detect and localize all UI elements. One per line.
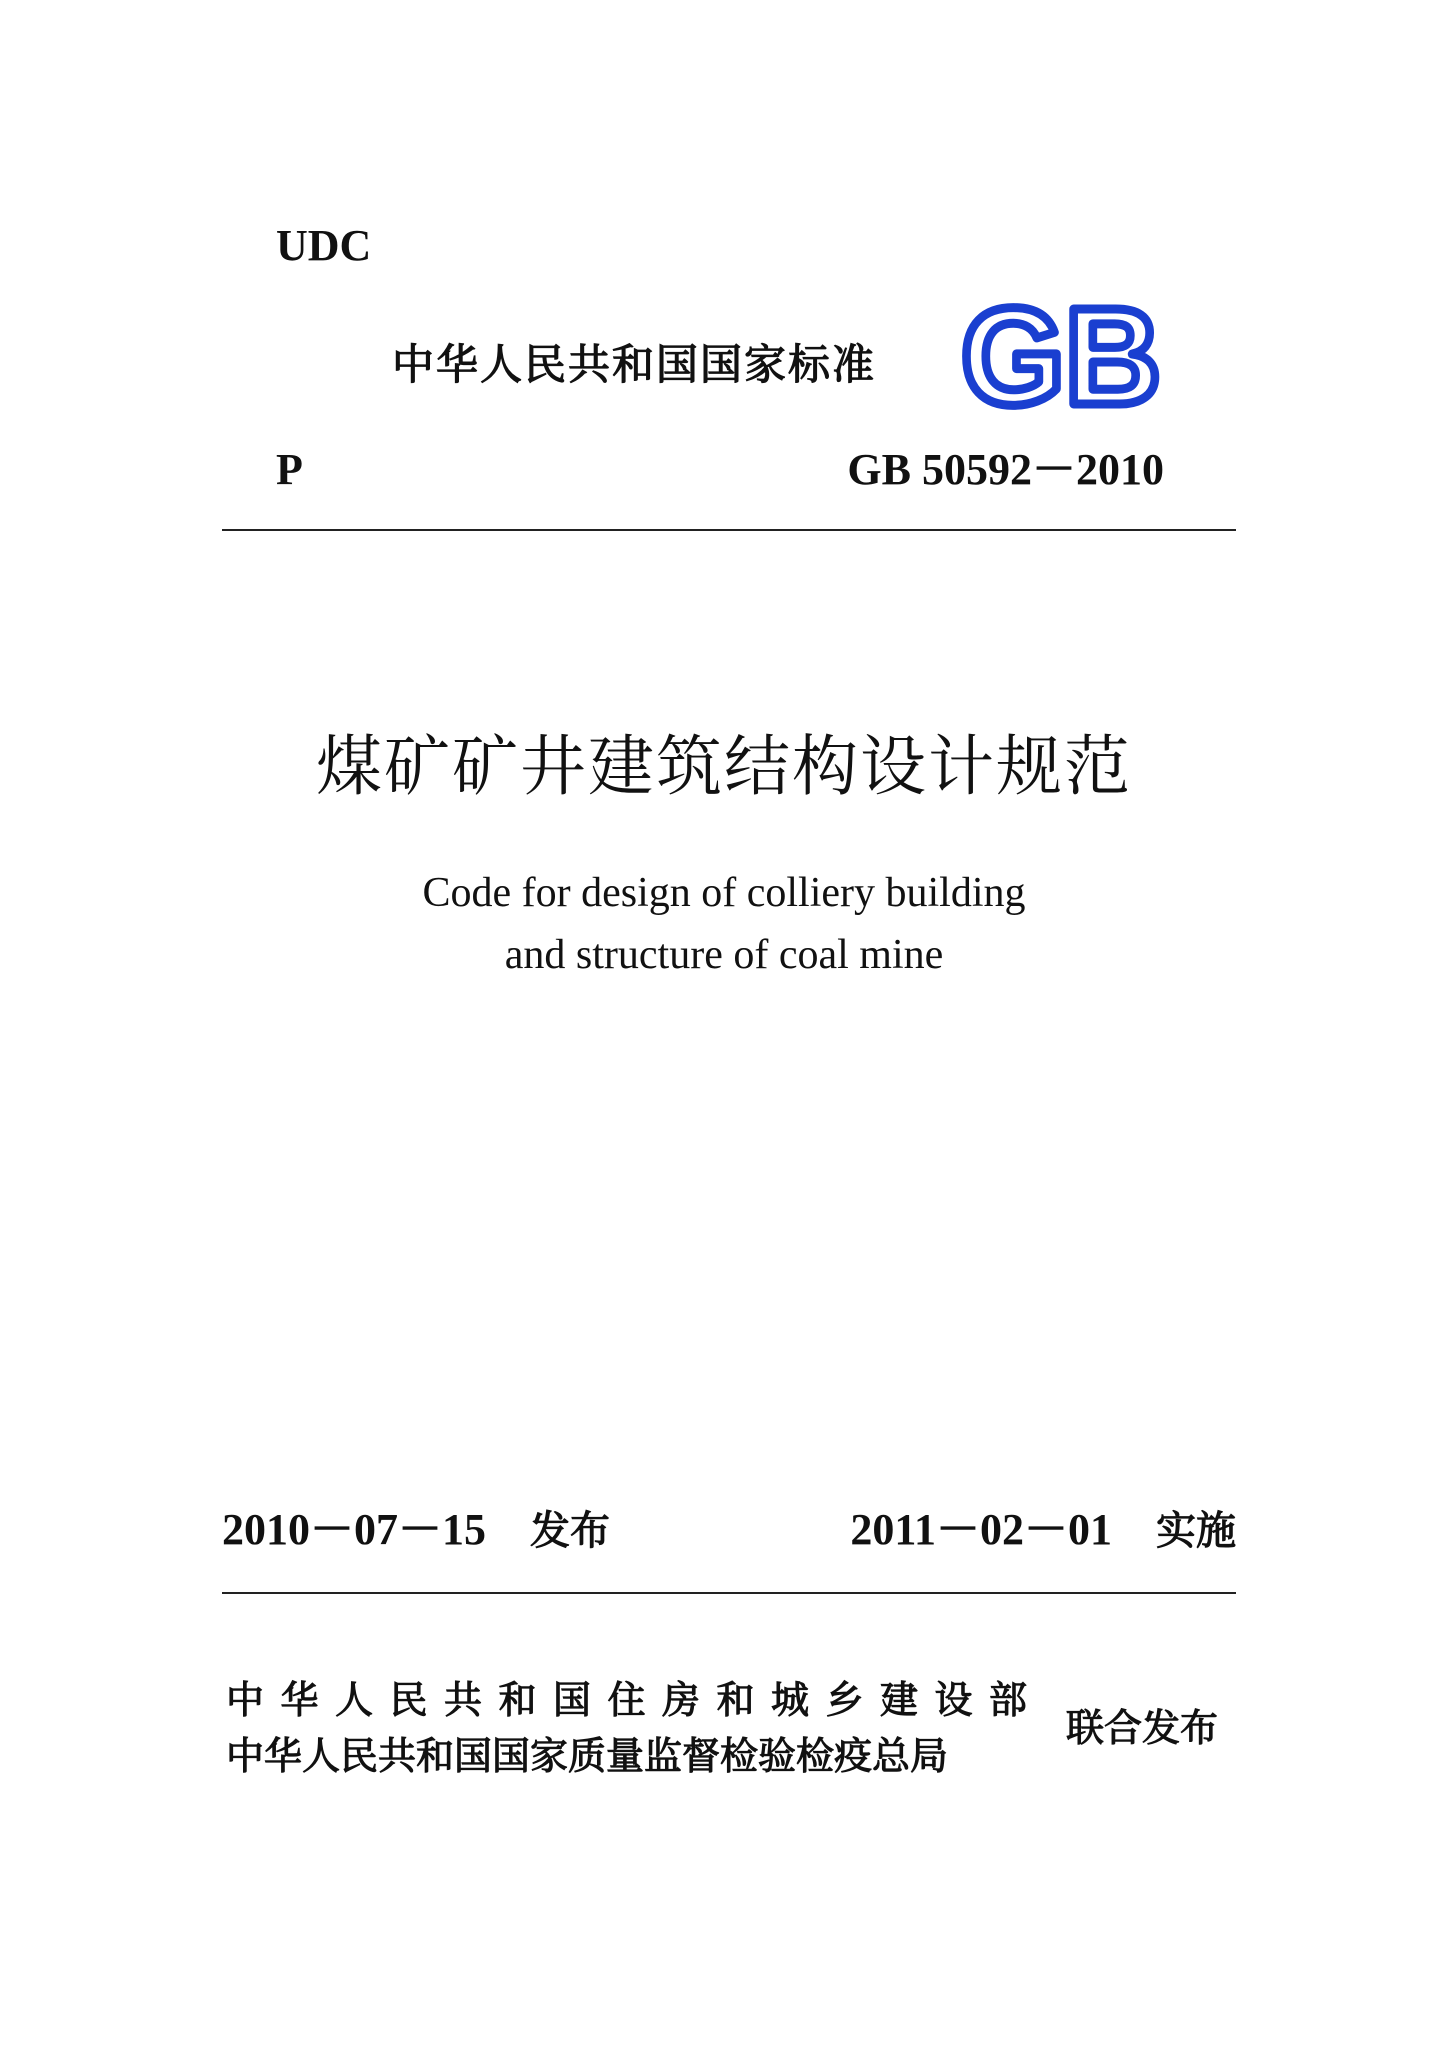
issue-date: 2010－07－15 — [222, 1505, 486, 1554]
udc-label: UDC — [276, 221, 372, 270]
effective-label: 实施 — [1156, 1508, 1236, 1554]
title-english-line-2: and structure of coal mine — [504, 932, 944, 978]
joint-publish-label: 联合发布 — [1066, 1706, 1219, 1750]
standard-number: GB 50592－2010 — [847, 445, 1164, 494]
category-code: P — [276, 445, 303, 494]
header-divider — [222, 529, 1236, 531]
gb-logo-text: GB — [961, 300, 1161, 416]
effective-info — [850, 1500, 1236, 1561]
effective-date: 2011－02－01 — [850, 1505, 1112, 1554]
gb-logo — [956, 300, 1166, 416]
footer-divider — [222, 1592, 1236, 1594]
national-standard-label: 中华人民共和国国家标准 — [392, 340, 877, 389]
title-english-line-1: Code for design of colliery building — [422, 870, 1026, 916]
publisher-ministry: 中华人民共和国住房和城乡建设部 — [226, 1678, 1044, 1722]
publisher-aqsiq: 中华人民共和国国家质量监督检验检疫总局 — [226, 1734, 949, 1778]
issue-info — [222, 1500, 610, 1561]
title-chinese: 煤矿矿井建筑结构设计规范 — [316, 728, 1132, 805]
title-english — [0, 862, 1448, 986]
issue-label: 发布 — [530, 1508, 610, 1554]
